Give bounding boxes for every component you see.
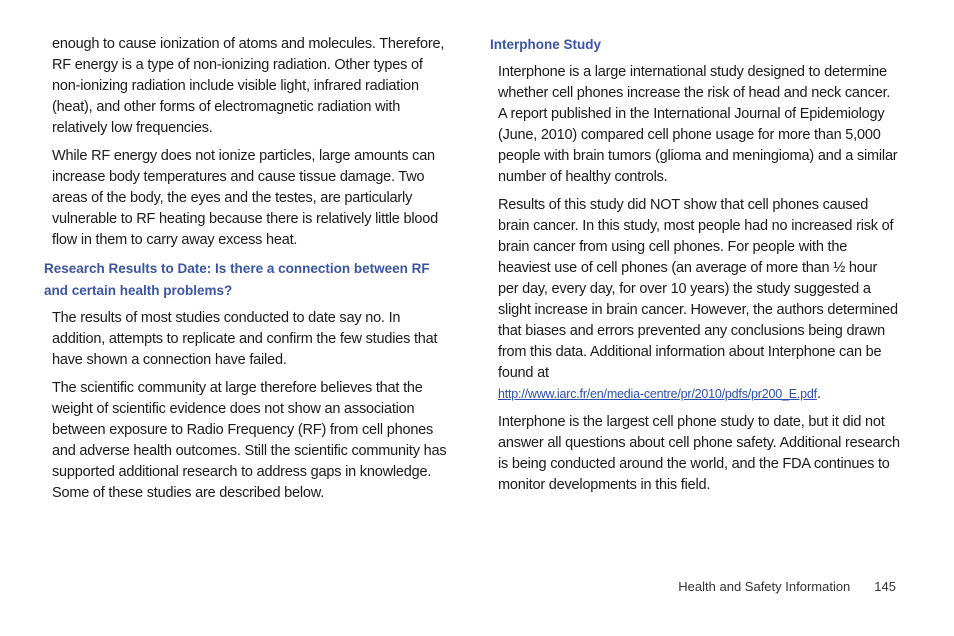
paragraph-interphone-conclusion: Interphone is the largest cell phone study to date, but it did not answer all questions about cell phone safety. Additional research is being conducted around the world, and the FDA continues to monitor developments in this field.: [498, 414, 900, 493]
footer-section-title: Health and Safety Information: [678, 579, 851, 594]
heading-interphone-study: Interphone Study: [490, 37, 601, 52]
paragraph-scientific-community: The scientific community at large therefore believes that the weight of scientific evidence does not show an association between exposure to Radio Frequency (RF) from cell phones and adverse health outcomes. Still the scientific community has supported additional research to address gaps in knowledge. Some of these studies are described below.: [52, 380, 447, 501]
iarc-link[interactable]: http://www.iarc.fr/en/media-centre/pr/2010/pdfs/pr200_E.pdf: [498, 387, 817, 401]
paragraph-rf-heating: While RF energy does not ionize particles, large amounts can increase body temperatures and cause tissue damage. Two areas of the body, the eyes and the testes, are particularly vulnerable to RF heating because there is relatively little blood flow in them to carry away excess heat.: [52, 148, 438, 248]
page-number: 145: [874, 579, 896, 594]
paragraph-ionization: enough to cause ionization of atoms and molecules. Therefore, RF energy is a type of non-ionizing radiation. Other types of non-ionizing radiation include visible light, infrared radiation (heat), and other forms of electromagnetic radiation with relatively low frequencies.: [52, 36, 445, 136]
paragraph-interphone-results: [498, 195, 900, 405]
left-column: [44, 34, 454, 511]
paragraph-interphone-intro: Interphone is a large international study designed to determine whether cell phones increase the risk of head and neck cancer. A report published in the International Journal of Epidemiology (June, 2010) compared cell phone usage for more than 5,000 people with brain tumors (glioma and meningioma) and a similar number of healthy controls.: [498, 64, 898, 185]
paragraph-study-results: The results of most studies conducted to date say no. In addition, attempts to replicate and confirm the few studies that have shown a connection have failed.: [52, 310, 438, 368]
heading-research-results: Research Results to Date: Is there a connection between RF and certain health problems?: [44, 261, 430, 298]
right-column: [490, 34, 900, 503]
page-footer: [678, 579, 896, 594]
link-suffix: .: [816, 386, 821, 402]
interphone-results-text: Results of this study did NOT show that cell phones caused brain cancer. In this study, most people had no increased risk of brain cancer from using cell phones. For people with the heaviest use of cell phones (an average of more than ½ hour per day, every day, for over 10 years) the study suggested a slight increase in brain cancer. However, the authors determined that biases and errors prevented any conclusions being drawn from this data. Additional information about Interphone can be found at: [498, 197, 898, 381]
